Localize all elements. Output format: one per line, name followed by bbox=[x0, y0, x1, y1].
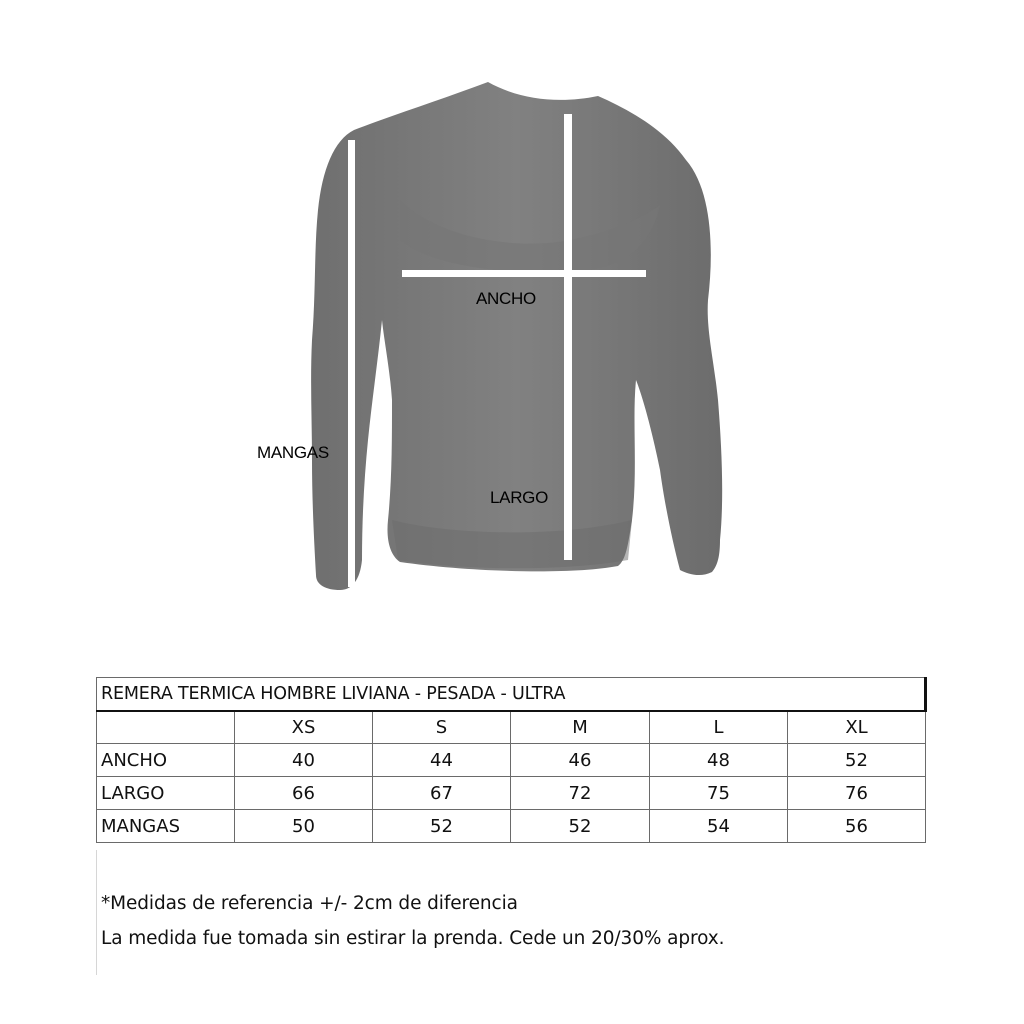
cell-largo-s: 67 bbox=[373, 777, 511, 810]
note-reference: *Medidas de referencia +/- 2cm de diferencia bbox=[101, 893, 518, 914]
ancho-measure-line bbox=[402, 270, 646, 277]
row-label-mangas: MANGAS bbox=[97, 810, 235, 843]
size-header-m: M bbox=[511, 711, 650, 744]
cell-mangas-l: 54 bbox=[650, 810, 788, 843]
cell-ancho-l: 48 bbox=[650, 744, 788, 777]
cell-mangas-xl: 56 bbox=[788, 810, 926, 843]
shirt-body bbox=[311, 82, 722, 590]
cell-largo-m: 72 bbox=[511, 777, 650, 810]
cell-mangas-xs: 50 bbox=[235, 810, 373, 843]
notes-block bbox=[101, 886, 724, 956]
mangas-label: MANGAS bbox=[257, 443, 329, 462]
cell-largo-xs: 66 bbox=[235, 777, 373, 810]
header-corner-cell bbox=[97, 711, 235, 744]
cell-ancho-s: 44 bbox=[373, 744, 511, 777]
size-header-l: L bbox=[650, 711, 788, 744]
note-measurement: La medida fue tomada sin estirar la prenda. Cede un 20/30% aprox. bbox=[101, 928, 725, 949]
cell-mangas-s: 52 bbox=[373, 810, 511, 843]
largo-measure-line bbox=[564, 114, 572, 560]
ancho-label: ANCHO bbox=[476, 289, 536, 308]
largo-label: LARGO bbox=[490, 488, 549, 507]
cell-mangas-m: 52 bbox=[511, 810, 650, 843]
size-chart-table bbox=[96, 677, 927, 843]
size-header-s: S bbox=[373, 711, 511, 744]
table-row-ancho bbox=[97, 744, 926, 777]
cell-largo-xl: 76 bbox=[788, 777, 926, 810]
cell-largo-l: 75 bbox=[650, 777, 788, 810]
mangas-measure-line bbox=[348, 140, 355, 587]
row-label-largo: LARGO bbox=[97, 777, 235, 810]
table-row-largo bbox=[97, 777, 926, 810]
row-label-ancho: ANCHO bbox=[97, 744, 235, 777]
left-divider bbox=[96, 850, 97, 975]
cell-ancho-m: 46 bbox=[511, 744, 650, 777]
table-title-row bbox=[97, 678, 926, 711]
cell-ancho-xl: 52 bbox=[788, 744, 926, 777]
table-row-mangas bbox=[97, 810, 926, 843]
size-header-xl: XL bbox=[788, 711, 926, 744]
size-header-row bbox=[97, 711, 926, 744]
table-title: REMERA TERMICA HOMBRE LIVIANA - PESADA - ULTRA bbox=[97, 678, 926, 711]
cell-ancho-xs: 40 bbox=[235, 744, 373, 777]
size-header-xs: XS bbox=[235, 711, 373, 744]
